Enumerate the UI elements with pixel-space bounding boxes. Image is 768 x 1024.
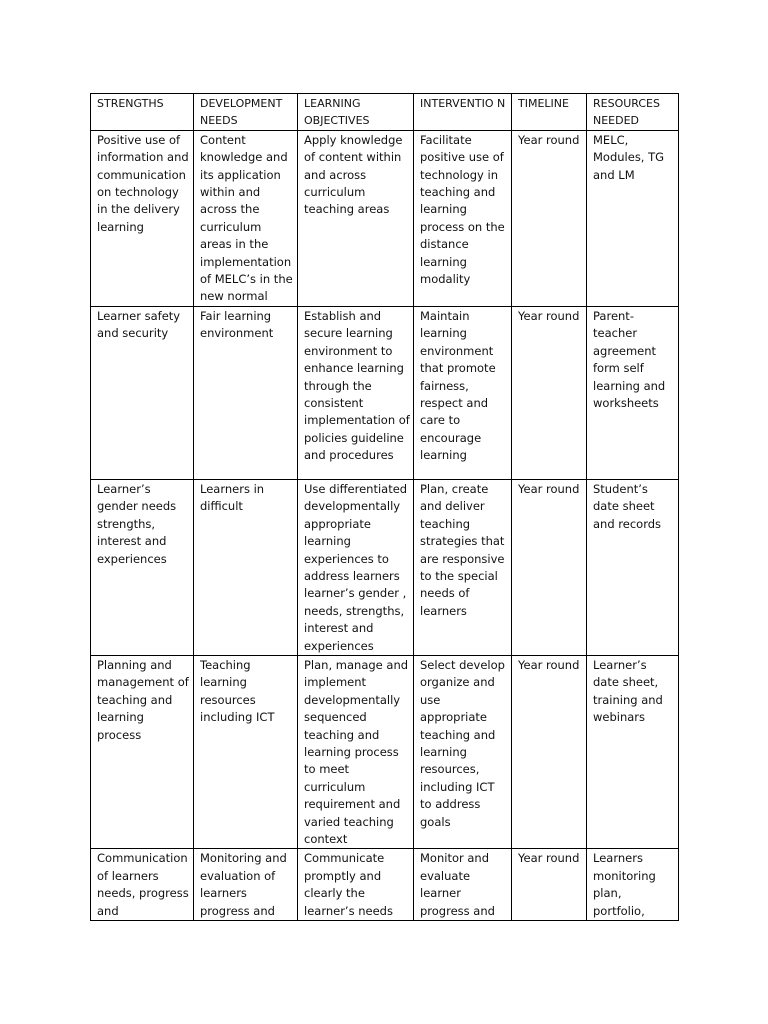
cell-development-needs: Content knowledge and its application within and across the curriculum areas in the implementation of MELC’s in the new normal [194,130,298,306]
cell-strengths: Communication of learners needs, progress and [91,849,194,921]
cell-strengths: Planning and management of teaching and learning process [91,655,194,848]
cell-learning-objectives: Establish and secure learning environment to enhance learning through the consistent implementation of policies guideline and procedures [298,306,414,479]
cell-timeline: Year round [512,306,587,479]
cell-timeline: Year round [512,655,587,848]
cell-resources-needed: Parent-teacher agreement form self learning and worksheets [587,306,679,479]
cell-timeline: Year round [512,479,587,655]
cell-timeline: Year round [512,130,587,306]
table-body [91,130,679,920]
cell-development-needs: Fair learning environment [194,306,298,479]
cell-development-needs: Monitoring and evaluation of learners progress and [194,849,298,921]
cell-resources-needed: Student’s date sheet and records [587,479,679,655]
cell-development-needs: Learners in difficult [194,479,298,655]
header-row [91,94,679,131]
header-resources-needed: RESOURCES NEEDED [587,94,679,131]
cell-intervention: Facilitate positive use of technology in teaching and learning process on the distance learning modality [414,130,512,306]
cell-resources-needed: MELC, Modules, TG and LM [587,130,679,306]
cell-learning-objectives: Plan, manage and implement developmentally sequenced teaching and learning process to meet curriculum requirement and varied teaching context [298,655,414,848]
cell-intervention: Select develop organize and use appropriate teaching and learning resources, including ICT to address goals [414,655,512,848]
header-strengths: STRENGTHS [91,94,194,131]
development-plan-table [90,93,679,921]
cell-resources-needed: Learners monitoring plan, portfolio, [587,849,679,921]
header-learning-objectives: LEARNING OBJECTIVES [298,94,414,131]
cell-strengths: Positive use of information and communication on technology in the delivery learning [91,130,194,306]
cell-development-needs: Teaching learning resources including ICT [194,655,298,848]
header-development-needs: DEVELOPMENT NEEDS [194,94,298,131]
table-row [91,130,679,306]
header-intervention: INTERVENTIO N [414,94,512,131]
cell-strengths: Learner’s gender needs strengths, interest and experiences [91,479,194,655]
cell-timeline: Year round [512,849,587,921]
table-row [91,655,679,848]
header-timeline: TIMELINE [512,94,587,131]
table-header [91,94,679,131]
cell-strengths: Learner safety and security [91,306,194,479]
cell-intervention: Maintain learning environment that promote fairness, respect and care to encourage learning [414,306,512,479]
table-row [91,479,679,655]
cell-learning-objectives: Communicate promptly and clearly the learner’s needs [298,849,414,921]
cell-learning-objectives: Apply knowledge of content within and across curriculum teaching areas [298,130,414,306]
table-row [91,849,679,921]
cell-intervention: Monitor and evaluate learner progress and [414,849,512,921]
cell-resources-needed: Learner’s date sheet, training and webinars [587,655,679,848]
cell-learning-objectives: Use differentiated developmentally appropriate learning experiences to address learners learner’s gender , needs, strengths, interest and experiences [298,479,414,655]
cell-intervention: Plan, create and deliver teaching strategies that are responsive to the special needs of learners [414,479,512,655]
table-row [91,306,679,479]
